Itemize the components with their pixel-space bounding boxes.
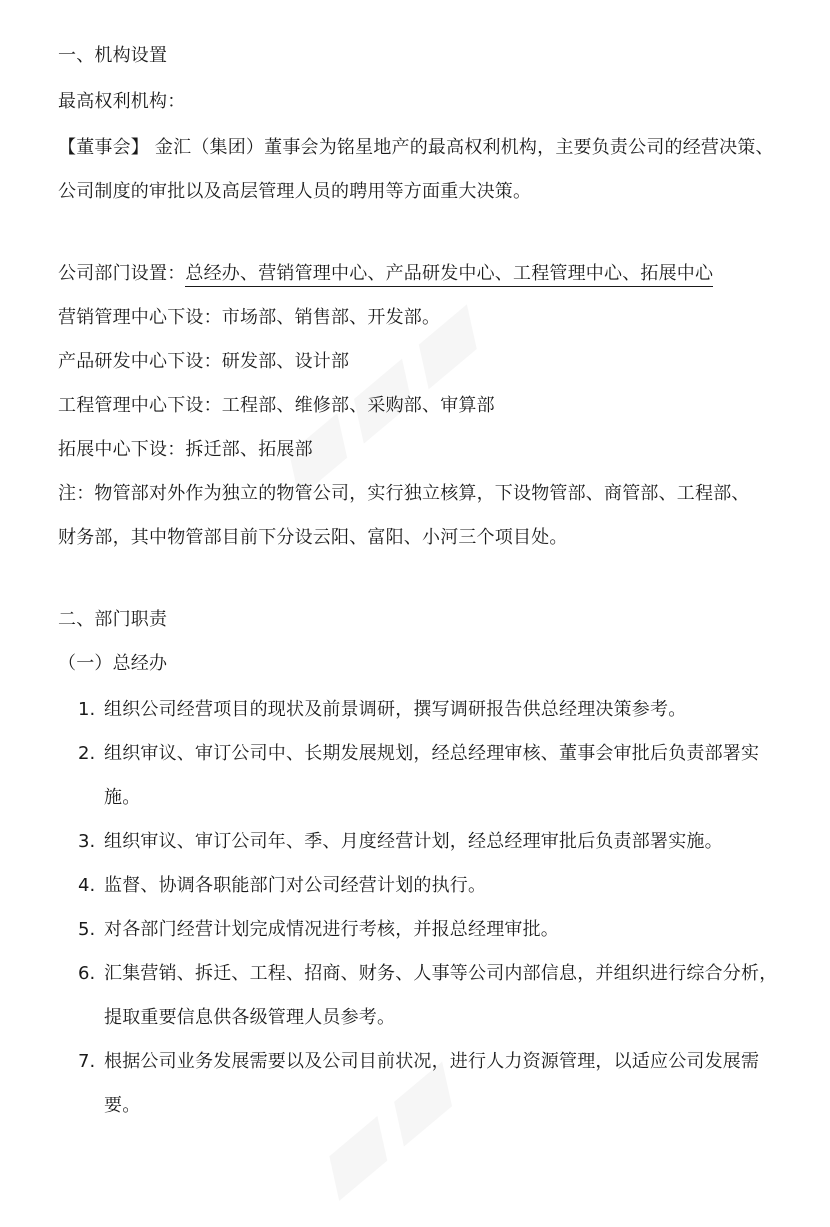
list-item-number: 6.	[78, 963, 96, 984]
sub-department-expansion: 拓展中心下设：拆迁部、拓展部	[58, 439, 313, 460]
list-item-text-continued: 施。	[104, 787, 141, 808]
sub-department-marketing: 营销管理中心下设：市场部、销售部、开发部。	[58, 307, 441, 328]
list-item-number: 2.	[78, 743, 96, 764]
sub-department-product: 产品研发中心下设：研发部、设计部	[58, 351, 350, 372]
department-setup-value: 总经办、营销管理中心、产品研发中心、工程管理中心、拓展中心	[185, 263, 713, 287]
list-item-text: 汇集营销、拆迁、工程、招商、财务、人事等公司内部信息，并组织进行综合分析，	[104, 963, 778, 984]
highest-body-label: 最高权利机构：	[58, 91, 186, 112]
list-item-text-continued: 提取重要信息供各级管理人员参考。	[104, 1007, 396, 1028]
department-setup	[58, 262, 713, 286]
department-setup-label: 公司部门设置：	[58, 263, 186, 284]
list-item-text: 监督、协调各职能部门对公司经营计划的执行。	[104, 875, 487, 896]
section-heading-organization: 一、机构设置	[58, 45, 168, 66]
list-item-text: 对各部门经营计划完成情况进行考核，并报总经理审批。	[104, 919, 559, 940]
sub-department-engineering: 工程管理中心下设：工程部、维修部、采购部、审算部	[58, 395, 495, 416]
list-item-text: 组织公司经营项目的现状及前景调研，撰写调研报告供总经理决策参考。	[104, 699, 687, 720]
list-item-number: 7.	[78, 1051, 96, 1072]
note-line-2: 财务部，其中物管部目前下分设云阳、富阳、小河三个项目处。	[58, 527, 568, 548]
section-heading-responsibilities: 二、部门职责	[58, 609, 168, 630]
list-item-text: 根据公司业务发展需要以及公司目前状况，进行人力资源管理，以适应公司发展需	[104, 1051, 760, 1072]
list-item-text: 组织审议、审订公司年、季、月度经营计划，经总经理审批后负责部署实施。	[104, 831, 723, 852]
list-item-number: 5.	[78, 919, 96, 940]
list-item-number: 4.	[78, 875, 96, 896]
board-paragraph-line-1: 【董事会】 金汇（集团）董事会为铭星地产的最高权利机构，主要负责公司的经营决策、	[58, 137, 774, 158]
board-paragraph-line-2: 公司制度的审批以及高层管理人员的聘用等方面重大决策。	[58, 181, 532, 202]
list-item-text-continued: 要。	[104, 1095, 141, 1116]
subheading-general-office: （一）总经办	[58, 653, 168, 674]
list-item-number: 3.	[78, 831, 96, 852]
list-item-text: 组织审议、审订公司中、长期发展规划，经总经理审核、董事会审批后负责部署实	[104, 743, 760, 764]
note-line-1: 注：物管部对外作为独立的物管公司，实行独立核算，下设物管部、商管部、工程部、	[58, 483, 750, 504]
list-item-number: 1.	[78, 699, 96, 720]
